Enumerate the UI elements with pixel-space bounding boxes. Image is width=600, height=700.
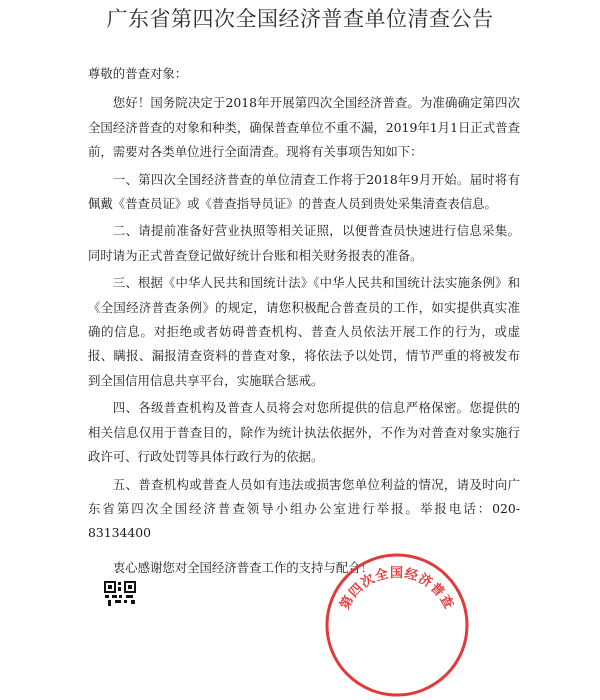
paragraph-item-1: 一、第四次全国经济普查的单位清查工作将于2018年9月开始。届时将有佩戴《普查员证》或《普查指导员证》的普查人员到贵处采集清查表信息。 [88,171,520,212]
paragraph-item-2: 二、请提前准备好营业执照等相关证照，以便普查员快速进行信息采集。同时请为正式普查登记做好统计台账和相关财务报表的准备。 [88,223,520,263]
paragraph-thanks: 衷心感谢您对全国经济普查工作的支持与配合！ [112,559,373,575]
salutation: 尊敬的普查对象： [88,66,188,81]
paragraph-intro: 您好！国务院决定于2018年开展第四次全国经济普查。为准确确定第四次全国经济普查的对象和种类，确保普查单位不重不漏，2019年1月1日正式普查前，需要对各类单位进行全面清查。现将有关事项告知如下： [88,95,520,160]
qr-code [104,581,148,625]
paragraph-item-4: 四、各级普查机构及普查人员将会对您所提供的信息严格保密。您提供的相关信息仅用于普查目的，除作为统计执法依据外，不作为对普查对象实施行政许可、行政处罚等具体行政行为的依据。 [88,400,520,465]
paragraph-item-3: 三、根据《中华人民共和国统计法》《中华人民共和国统计法实施条例》和《全国经济普查条例》的规定，请您积极配合普查员的工作，如实提供真实准确的信息。对拒绝或者妨碍普查机构、普查人员依法开展工作的行为，或虚报、瞒报、漏报清查资料的普查对象，将依法予以处罚，情节严重的将被发布到全国信用信息共享平台，实施联合惩戒。 [88,275,520,388]
official-seal [322,550,472,700]
seal-text: 第四次全国经济普查 [337,566,457,613]
notice-body [88,62,520,583]
page-title: 广东省第四次全国经济普查单位清查公告 [106,7,494,31]
paragraph-item-5: 五、普查机构或普查人员如有违法或损害您单位利益的情况，请及时向广东省第四次全国经济普查领导小组办公室进行举报。举报电话：020-83134400 [88,476,520,541]
